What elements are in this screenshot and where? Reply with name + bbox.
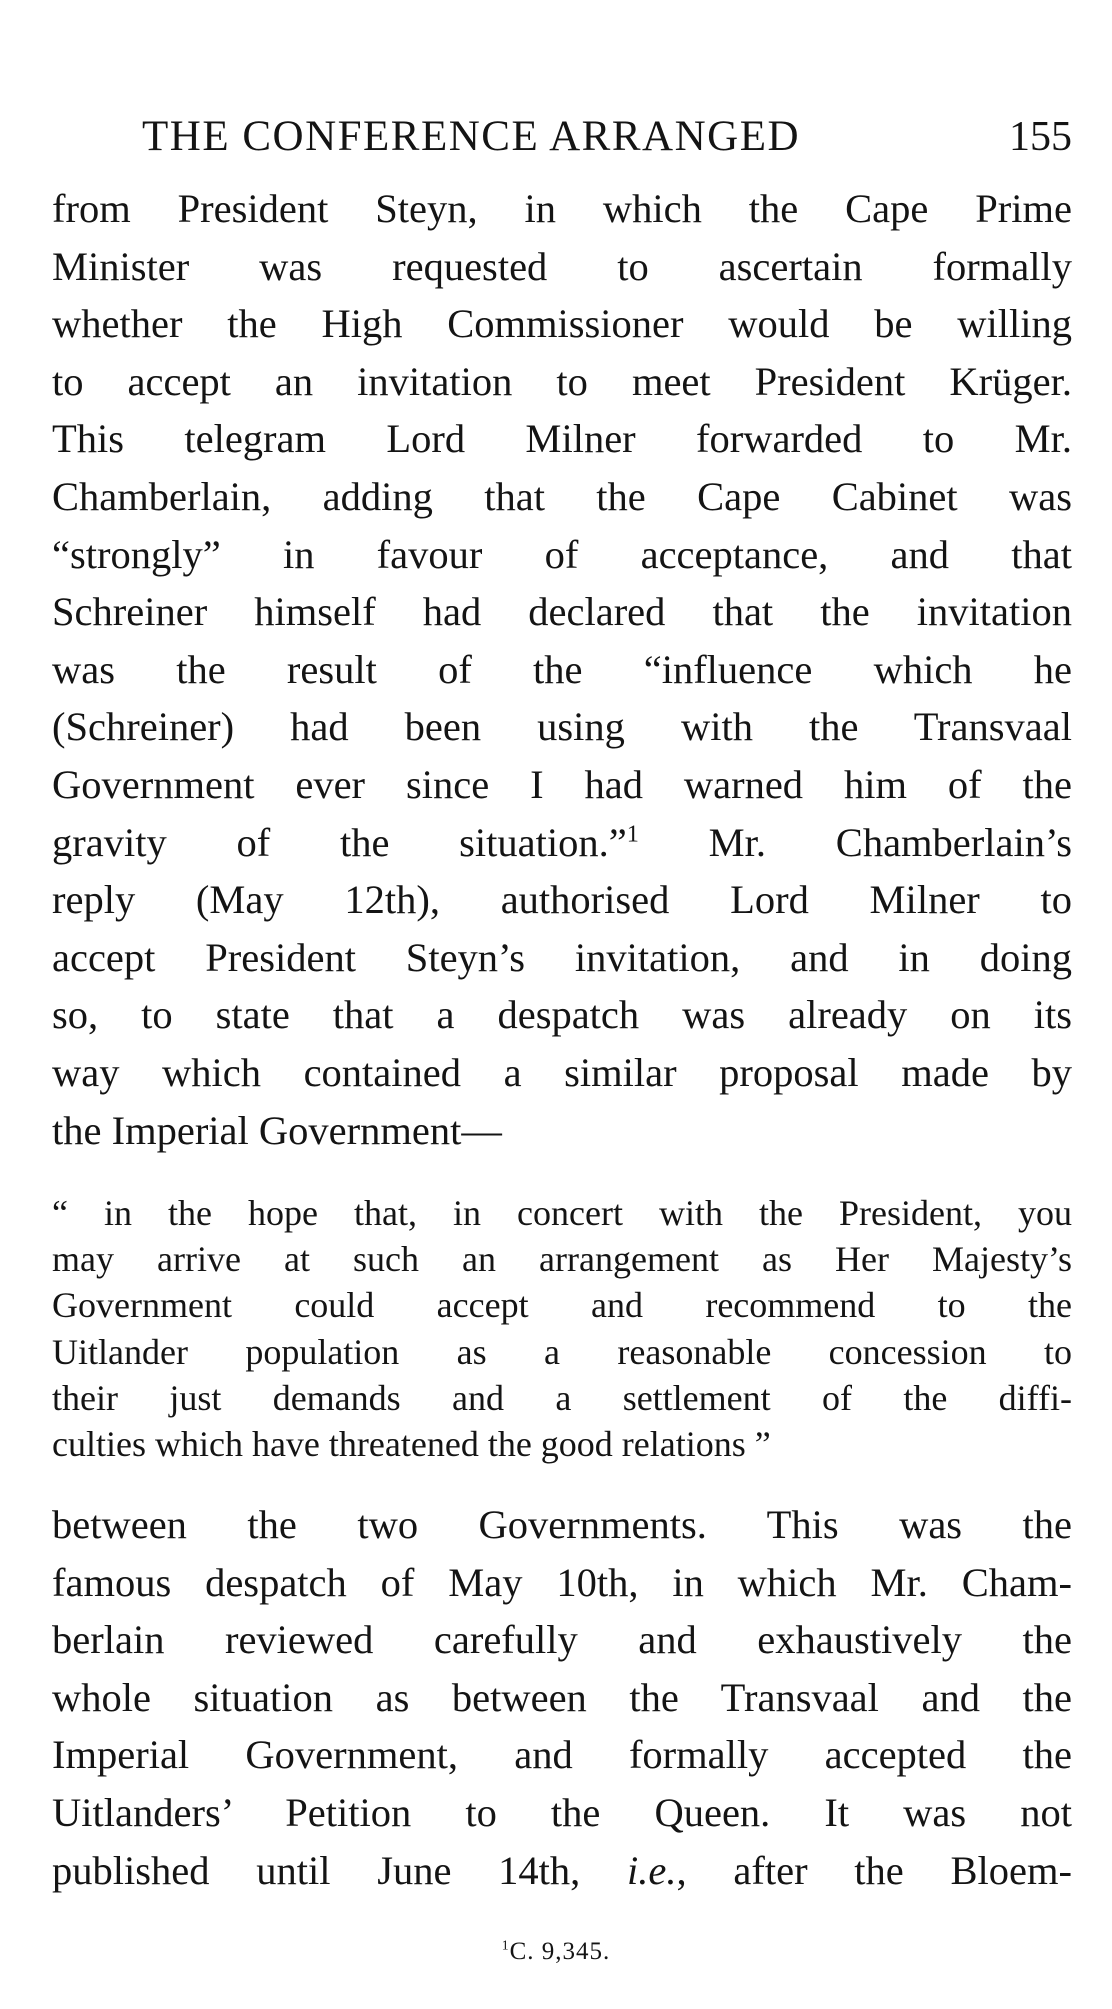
text-line: Imperial Government, and formally accepted the — [52, 1732, 1072, 1778]
quote-line: may arrive at such an arrangement as Her Majesty’s — [52, 1239, 1072, 1280]
text-line: the Imperial Government— — [52, 1107, 502, 1153]
block-quote — [52, 1190, 1072, 1467]
text-line: Minister was requested to ascertain formally — [52, 243, 1072, 289]
quote-line: their just demands and a settlement of the diffi- — [52, 1377, 1072, 1418]
text-line: Chamberlain, adding that the Cape Cabinet was — [52, 473, 1072, 519]
text-line: accept President Steyn’s invitation, and in doing — [52, 934, 1072, 980]
quote-line: Government could accept and recommend to the — [52, 1285, 1072, 1326]
page-number: 155 — [1009, 114, 1072, 160]
text-line: Schreiner himself had declared that the invitation — [52, 589, 1072, 635]
quote-line: “ in the hope that, in concert with the President, you — [52, 1193, 1072, 1233]
text-line: whether the High Commissioner would be willing — [52, 301, 1072, 347]
footnote-mark: 1 — [501, 1937, 510, 1953]
text-fragment: , after the Bloem- — [676, 1847, 1072, 1893]
running-title: THE CONFERENCE ARRANGED — [142, 113, 801, 160]
text-line: to accept an invitation to meet President Krüger. — [52, 358, 1072, 404]
quote-line: Uitlander population as a reasonable concession to — [52, 1331, 1072, 1372]
text-line-last — [52, 1842, 1072, 1900]
text-line: from President Steyn, in which the Cape Prime — [52, 186, 1072, 231]
footnote-text: C. 9,345. — [509, 1938, 611, 1965]
text-line: Uitlanders’ Petition to the Queen. It was not — [52, 1789, 1072, 1835]
running-header — [142, 112, 1072, 161]
text-line: whole situation as between the Transvaal and the — [52, 1674, 1072, 1720]
body-paragraph-1 — [52, 180, 1072, 1159]
footnote — [0, 1938, 1112, 1966]
text-line: berlain reviewed carefully and exhaustively the — [52, 1617, 1072, 1663]
body-paragraph-2 — [52, 1496, 1072, 1899]
text-line: This telegram Lord Milner forwarded to Mr. — [52, 416, 1072, 462]
text-line: between the two Governments. This was the — [52, 1502, 1072, 1547]
footnote-reference: 1 — [626, 820, 639, 848]
text-line: so, to state that a despatch was already on its — [52, 992, 1072, 1038]
quote-line: culties which have threatened the good relations ” — [52, 1423, 771, 1464]
text-fragment: Mr. Chamberlain’s — [708, 819, 1073, 865]
text-fragment: gravity of the situation.” — [52, 819, 627, 865]
text-line: famous despatch of May 10th, in which Mr. Cham- — [52, 1559, 1072, 1605]
text-fragment: published until June 14th, — [52, 1847, 628, 1893]
text-line: was the result of the “influence which he — [52, 646, 1072, 692]
text-line-with-note — [52, 814, 1072, 872]
text-line: (Schreiner) had been using with the Transvaal — [52, 704, 1072, 750]
text-line: way which contained a similar proposal made by — [52, 1049, 1072, 1095]
text-line: Government ever since I had warned him of the — [52, 761, 1072, 807]
text-line: reply (May 12th), authorised Lord Milner to — [52, 877, 1072, 923]
italic-abbreviation: i.e. — [627, 1847, 677, 1893]
text-line: “strongly” in favour of acceptance, and that — [52, 531, 1072, 577]
